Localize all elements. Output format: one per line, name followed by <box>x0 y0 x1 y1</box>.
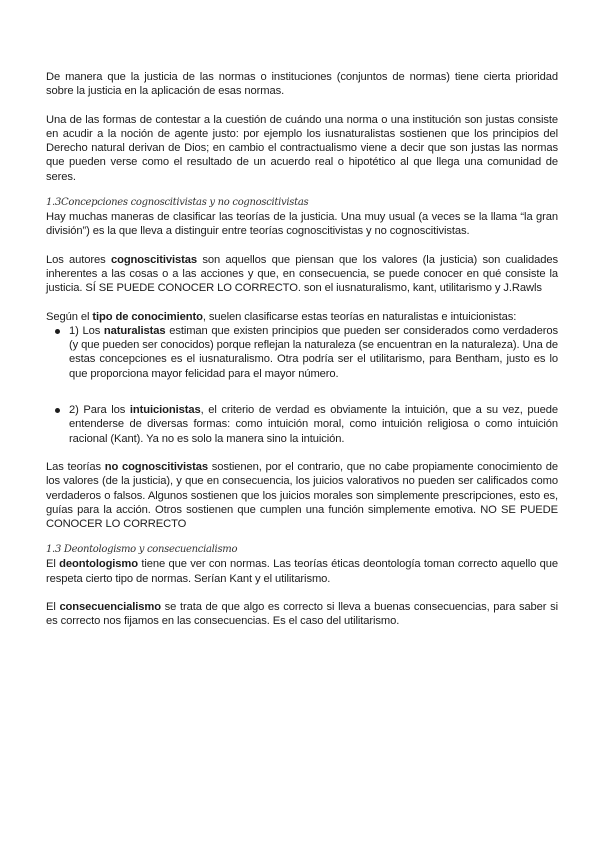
text-run: , suelen clasificarse estas teorías en naturalistas e intuicionistas: <box>202 310 517 323</box>
intro-paragraph-1: De manera que la justicia de las normas o instituciones (conjuntos de normas) tiene cierta prioridad sobre la justicia en la aplicación de esas normas. <box>46 71 558 98</box>
bullet-icon <box>55 408 60 413</box>
text-run: 2) Para los <box>69 404 130 417</box>
document-page <box>46 70 558 629</box>
text-run: estiman que existen principios que pueden ser considerados como verdaderos (y que pueden ser conocidos) porque reflejan la naturaleza (se encuentran en la naturaleza). Una de estas concepciones es el iusnaturalismo. Otra podría ser el utilitarismo, para Bentham, justo es lo que proporciona mayor felicidad para el mayor número. <box>69 324 558 380</box>
text-run: Según el <box>46 310 93 323</box>
text-run: , el criterio de verdad es obviamente la intuición, que a su vez, puede entenderse de diversas formas: como intuición moral, como intuición religiosa o como intuición racional (Kant). Ya no es solo la manera sino la intuición. <box>69 404 558 445</box>
text-run: El <box>46 558 60 571</box>
spacer <box>46 531 558 543</box>
spacer <box>46 184 558 196</box>
list-item <box>46 403 558 446</box>
bold-term: tipo de conocimiento <box>92 310 203 323</box>
bullet-list <box>46 324 558 446</box>
section2-paragraph-2 <box>46 600 558 629</box>
section-heading-deontologismo: 1.3 Deontologismo y consecuencialismo <box>46 544 238 556</box>
text-run: Los autores <box>46 253 111 266</box>
text-run: El <box>46 601 60 614</box>
text-run: tiene que ver con normas. Las teorías éticas deontología toman correcto aquello que respeta cierto tipo de normas. Serían Kant y el utilitarismo. <box>46 558 558 585</box>
spacer <box>46 586 558 600</box>
section1-paragraph-2 <box>46 253 558 296</box>
bold-term: intuicionistas <box>129 404 201 417</box>
bold-term: naturalistas <box>103 324 166 337</box>
bold-term: no cognoscitivistas <box>104 460 209 473</box>
bullet-icon <box>55 329 60 334</box>
bold-term: cognoscitivistas <box>110 253 198 266</box>
list-item <box>46 324 558 381</box>
section1-paragraph-4 <box>46 460 558 531</box>
intro-paragraph-2: Una de las formas de contestar a la cuestión de cuándo una norma o una institución son justas consiste en acudir a la noción de agente justo: por ejemplo los iusnaturalistas sostienen que los principios del Derecho natural derivan de Dios; en cambio el contractualismo viene a decir que son justas las normas que pueden verse como el resultado de un acuerdo real o hipotético al que llega una comunidad de seres. <box>46 113 558 183</box>
spacer <box>46 446 558 460</box>
section2-paragraph-1 <box>46 557 558 586</box>
text-run: son aquellos que piensan que los valores (la justicia) son cualidades inherentes a las cosas o a las acciones y que, en consecuencia, se puede conocer en qué consiste la justicia. SÍ SE PUEDE CONOCER LO CORRECTO. son el iusnaturalismo, kant, utilitarismo y J.Rawls <box>46 253 558 295</box>
section1-paragraph-1: Hay muchas maneras de clasificar las teorías de la justicia. Una muy usual (a veces se la llama “la gran división”) es la que lleva a distinguir entre teorías cognoscitivistas y no cognoscitivistas. <box>46 211 558 238</box>
section1-paragraph-3 <box>46 310 558 324</box>
text-run: se trata de que algo es correcto si lleva a buenas consecuencias, para saber si es correcto nos fijamos en las consecuencias. Es el caso del utilitarismo. <box>46 601 558 628</box>
bold-term: consecuencialismo <box>59 601 161 614</box>
bold-term: deontologismo <box>59 558 139 571</box>
spacer <box>46 296 558 310</box>
spacer <box>46 239 558 253</box>
spacer <box>46 99 558 113</box>
text-run: Las teorías <box>46 460 105 473</box>
section-heading-cognoscitivistas: 1.3Concepciones cognoscitivistas y no cognoscitivistas <box>46 197 309 209</box>
text-run: sostienen, por el contrario, que no cabe propiamente conocimiento de los valores (de la justicia), y que en consecuencia, los juicios valorativos no pueden ser calificados como verdaderos o falsos. Algunos sostienen que los juicios morales son simplemente prescripciones, esto es, guías para la acción. Otros sostienen que cumplen una función simplemente emotiva. NO SE PUEDE CONOCER LO CORRECTO <box>46 460 558 531</box>
text-run: 1) Los <box>69 324 104 337</box>
